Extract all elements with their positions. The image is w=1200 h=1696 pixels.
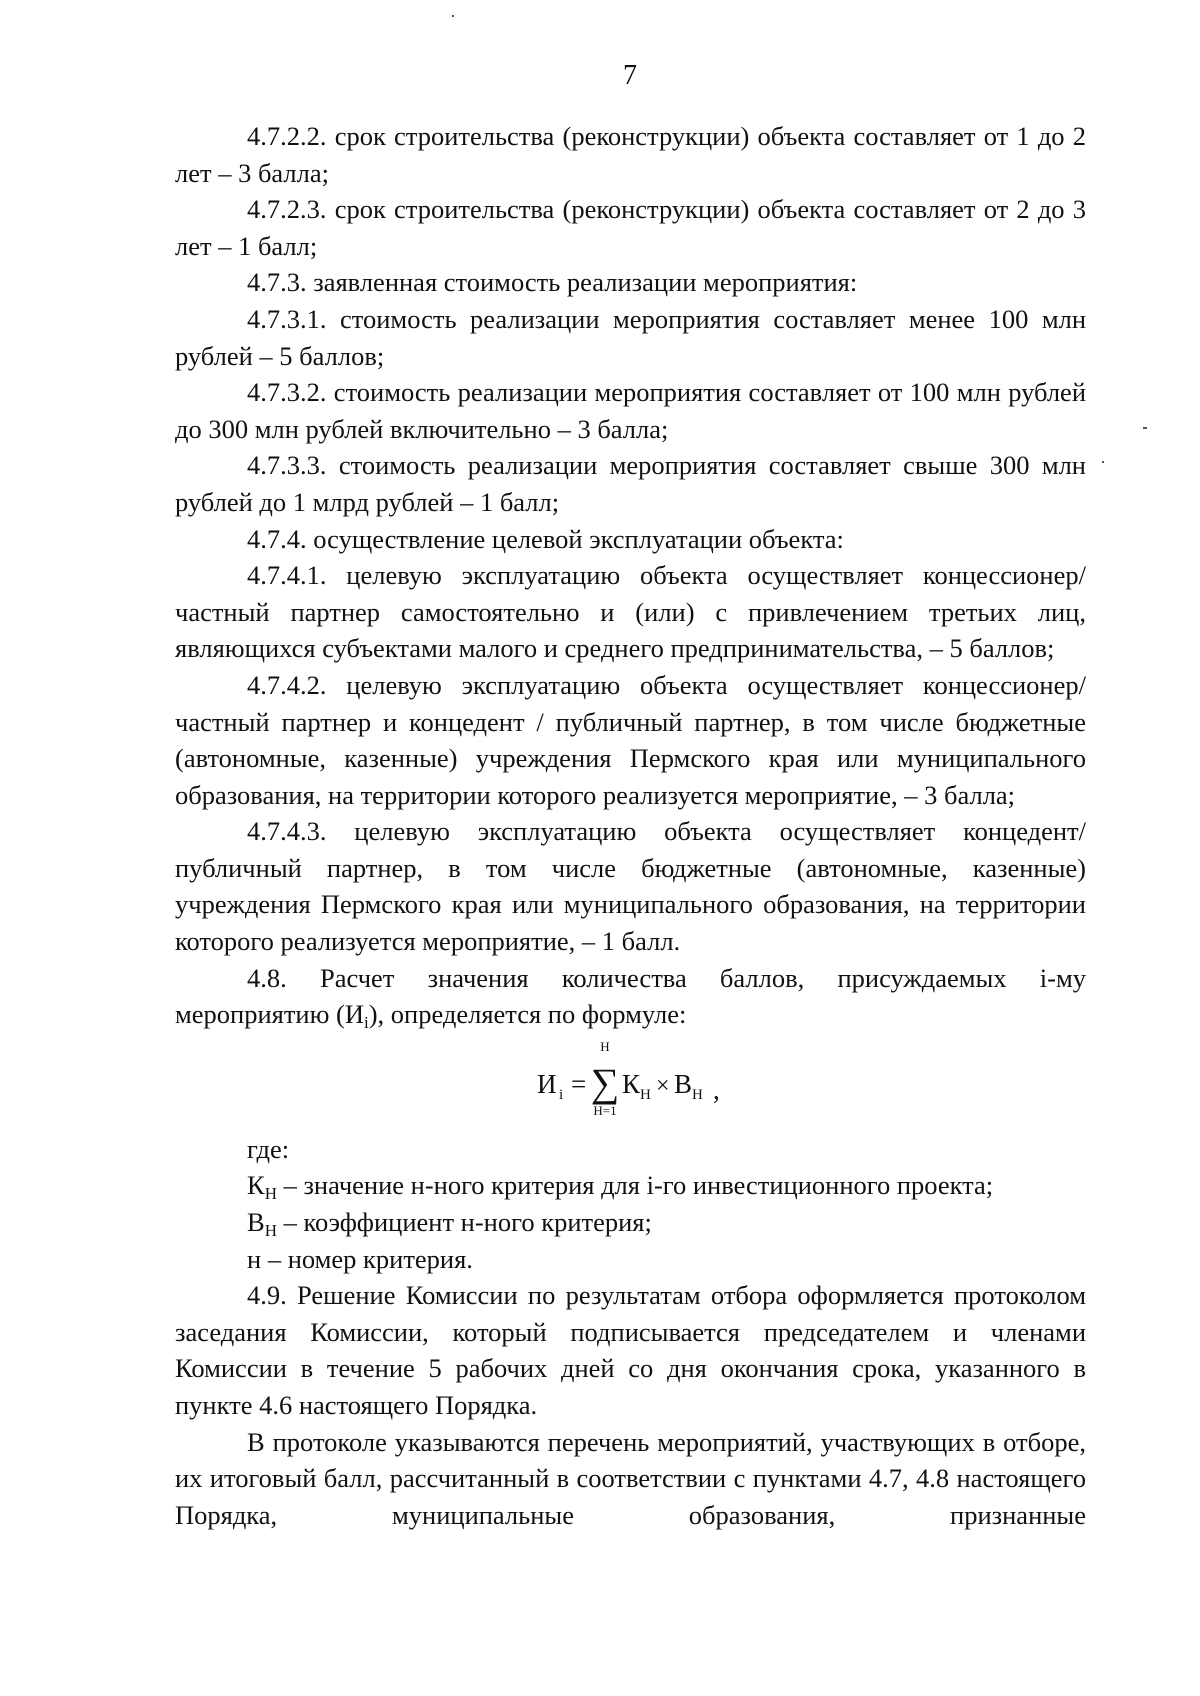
legend-item bbox=[175, 1204, 1086, 1241]
paragraph: 4.7.3. заявленная стоимость реализации мероприятия: bbox=[247, 267, 858, 298]
legend-subscript: Н bbox=[264, 1221, 277, 1241]
legend-text: – номер критерия. bbox=[261, 1243, 473, 1274]
scan-speck bbox=[1143, 427, 1147, 429]
legend-symbol: К bbox=[247, 1170, 265, 1201]
scoring-formula bbox=[175, 1033, 1086, 1131]
page-number: 7 bbox=[623, 60, 637, 91]
legend-text: – коэффициент н-ного критерия; bbox=[276, 1207, 652, 1238]
formula-lhs-subscript: i bbox=[559, 1086, 564, 1103]
formula-intro-before: 4.8. Расчет значения количества баллов, присуждаемых i-му мероприятию (И bbox=[175, 962, 1086, 1030]
paragraph: 4.7.2.3. срок строительства (реконструкции) объекта составляет от 2 до 3 лет – 1 балл; bbox=[175, 194, 1086, 261]
paragraph: 4.7.4.1. целевую эксплуатацию объекта осуществляет концессионер/ частный партнер самостоятельно и (или) с привлечением третьих лиц, являющихся субъектами малого и среднего предпринимательства, – 5 баллов; bbox=[175, 560, 1086, 664]
formula-equals: = bbox=[571, 1068, 587, 1099]
formula-intro-subscript: i bbox=[363, 1013, 369, 1033]
formula-sum-lower-limit: Н=1 bbox=[593, 1102, 617, 1118]
paragraph: 4.7.3.1. стоимость реализации мероприятия составляет менее 100 млн рублей – 5 баллов; bbox=[175, 303, 1086, 371]
where-label: где: bbox=[247, 1133, 290, 1164]
paragraph: 4.7.2.2. срок строительства (реконструкции) объекта составляет от 1 до 2 лет – 3 балла; bbox=[175, 121, 1086, 188]
formula-intro-after: ), определяется по формуле: bbox=[368, 999, 687, 1030]
paragraph: 4.7.4.2. целевую эксплуатацию объекта осуществляет концессионер/ частный партнер и концедент / публичный партнер, в том числе бюджетные (автономные, казенные) учреждения Пермского края или муниципального образования, на территории которого реализуется мероприятие, – 3 балла; bbox=[175, 669, 1086, 810]
paragraph: В протоколе указываются перечень мероприятий, участвующих в отборе, их итоговый балл, рассчитанный в соответствии с пунктами 4.7, 4.8 настоящего Порядка, муниципальные образования, признанные bbox=[175, 1426, 1086, 1530]
paragraph: 4.7.3.3. стоимость реализации мероприятия составляет свыше 300 млн рублей до 1 млрд рублей – 1 балл; bbox=[175, 450, 1086, 517]
formula-intro-paragraph bbox=[175, 960, 1086, 1033]
paragraph: 4.7.4. осуществление целевой эксплуатации объекта: bbox=[247, 523, 844, 554]
formula-trailing-comma: , bbox=[713, 1074, 720, 1105]
paragraph: 4.7.4.3. целевую эксплуатацию объекта осуществляет концедент/ публичный партнер, в том числе бюджетные (автономные, казенные) учреждения Пермского края или муниципального образования, на территории которого реализуется мероприятие, – 1 балл. bbox=[175, 816, 1086, 957]
formula-times: × bbox=[656, 1072, 670, 1099]
legend-item bbox=[175, 1241, 1086, 1278]
paragraph: 4.9. Решение Комиссии по результатам отбора оформляется протоколом заседания Комиссии, который подписывается председателем и членами Комиссии в течение 5 рабочих дней со дня окончания срока, указанного в пункте 4.6 настоящего Порядка. bbox=[175, 1280, 1086, 1420]
legend-item bbox=[175, 1167, 1086, 1204]
legend-symbol: В bbox=[247, 1207, 265, 1238]
scan-speck bbox=[1102, 461, 1104, 463]
paragraph: 4.7.3.2. стоимость реализации мероприятия составляет от 100 млн рублей до 300 млн рублей включительно – 3 балла; bbox=[175, 377, 1086, 444]
formula-b: В bbox=[674, 1068, 693, 1099]
formula-k-subscript: Н bbox=[640, 1086, 651, 1103]
formula-b-subscript: Н bbox=[692, 1086, 703, 1103]
legend-subscript: Н bbox=[264, 1184, 277, 1204]
legend-symbol: н bbox=[247, 1243, 262, 1274]
formula-lhs: И bbox=[537, 1068, 557, 1099]
formula-graphic bbox=[535, 1033, 755, 1131]
scan-speck bbox=[452, 15, 454, 17]
document-body bbox=[175, 118, 1086, 1533]
formula-sum-upper-limit: Н bbox=[600, 1038, 610, 1054]
legend-text: – значение н-ного критерия для i-го инвестиционного проекта; bbox=[276, 1170, 994, 1201]
formula-k: К bbox=[622, 1068, 641, 1099]
formula-sum-icon: ∑ bbox=[590, 1059, 620, 1105]
